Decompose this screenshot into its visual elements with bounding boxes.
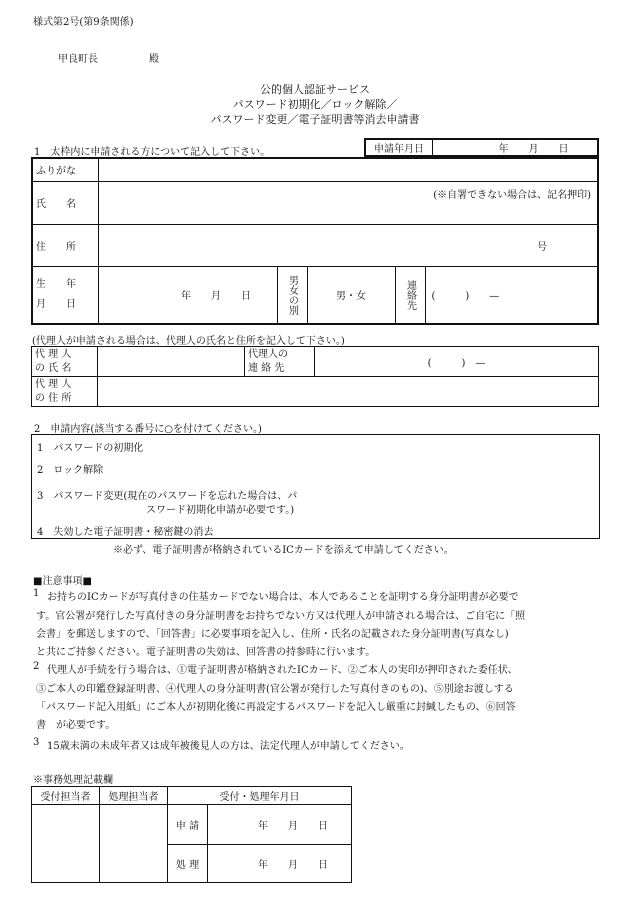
note-2-number: 2 xyxy=(33,661,40,672)
sex-label: 男女の別 xyxy=(286,274,298,315)
office-row-apply-label: 申 請 xyxy=(168,805,208,845)
request-item-3[interactable]: 3 パスワード変更(現在のパスワードを忘れた場合は、パ xyxy=(37,491,298,502)
agent-contact-label xyxy=(245,347,315,377)
note-1-line-3: 会書」を郵送しますので、「回答書」に必要事項を記入し、住所・氏名の記載された身分証明書(写真なし) xyxy=(36,629,509,640)
request-items-box xyxy=(31,434,600,539)
title-line-3: パスワード変更／電子証明書等消去申請書 xyxy=(210,113,420,126)
office-row-process-label: 処 理 xyxy=(168,845,208,883)
application-date-label: 申請年月日 xyxy=(365,139,433,156)
request-item-4[interactable]: 4 失効した電子証明書・秘密鍵の消去 xyxy=(37,527,214,538)
name-field[interactable] xyxy=(98,181,598,224)
sex-field[interactable]: 男・女 xyxy=(307,266,395,324)
section2-instruction: 2 申請内容(該当する番号に○を付けてください。) xyxy=(34,424,262,435)
note-1-line-1: お持ちのICカードが写真付きの住基カードでない場合は、本人であることを証明する身分証明書が必要で xyxy=(47,592,519,603)
office-receiver-field[interactable] xyxy=(32,805,100,883)
furigana-field[interactable] xyxy=(98,158,598,181)
agent-address-field[interactable] xyxy=(98,377,599,407)
agent-address-label-1: 代 理 人 xyxy=(35,378,72,390)
application-date-box xyxy=(364,138,599,157)
office-row-apply-date[interactable]: 年 月 日 xyxy=(208,805,352,845)
agent-name-label xyxy=(32,347,98,377)
addressee-name: 甲良町長 xyxy=(58,54,98,65)
notes-heading: ■注意事項■ xyxy=(33,576,92,587)
application-date-field[interactable]: 年 月 日 xyxy=(433,139,599,156)
agent-instruction: (代理人が申請される場合は、代理人の氏名と住所を記入して下さい。) xyxy=(32,336,345,347)
note-3-number: 3 xyxy=(33,737,40,748)
agent-name-field[interactable] xyxy=(98,347,245,377)
request-item-1[interactable]: 1 パスワードの初期化 xyxy=(37,443,144,454)
office-row-process-date[interactable]: 年 月 日 xyxy=(208,845,352,883)
sex-label-cell xyxy=(277,266,307,324)
agent-address-label xyxy=(32,377,98,407)
agent-contact-field[interactable]: ( ) — xyxy=(315,347,599,377)
request-item-2[interactable]: 2 ロック解除 xyxy=(37,465,104,476)
section1-instruction: 1 太枠内に申請される方について記入して下さい。 xyxy=(34,147,271,158)
note-1-line-2: す。官公署が発行した写真付きの身分証明書をお持ちでない方又は代理人が申請される場合は、ご自宅に「照 xyxy=(36,611,526,622)
office-table xyxy=(31,786,352,883)
address-field[interactable] xyxy=(98,224,598,266)
note-2-line-2: ③ご本人の印鑑登録証明書、④代理人の身分証明書(官公署が発行した写真付きのもの)、⑤別途お渡しする xyxy=(36,684,514,695)
birth-field[interactable]: 年 月 日 xyxy=(98,266,277,324)
note-2-line-4: 書 が必要です。 xyxy=(36,720,116,731)
birth-label-line-2: 月 日 xyxy=(36,298,76,310)
note-1-line-4: と共にご持参ください。電子証明書の失効は、回答書の持参時に行います。 xyxy=(36,647,376,658)
addressee-honorific: 殿 xyxy=(149,54,159,65)
furigana-label: ふりがな xyxy=(32,158,98,181)
address-suffix: 号 xyxy=(537,241,547,253)
birth-label-line-1: 生 年 xyxy=(36,278,76,290)
agent-contact-label-2: 連 絡 先 xyxy=(248,362,285,374)
ic-card-note: ※必ず、電子証明書が格納されているICカードを添えて申請してください。 xyxy=(113,545,454,556)
agent-table xyxy=(31,346,599,407)
office-col-date: 受付・処理年月日 xyxy=(168,787,352,805)
agent-contact-label-1: 代理人の xyxy=(248,348,288,360)
note-3-line: 15歳未満の未成年者又は成年被後見人の方は、法定代理人が申請してください。 xyxy=(47,741,410,752)
title-line-2: パスワード初期化／ロック解除／ xyxy=(232,98,398,111)
note-1-number: 1 xyxy=(33,588,40,599)
note-2-line-3: 「パスワード記入用紙」にご本人が初期化後に再設定するパスワードを記入し厳重に封緘したもの、⑥回答 xyxy=(36,702,516,713)
address-label: 住 所 xyxy=(32,224,98,266)
office-heading: ※事務処理記載欄 xyxy=(33,775,113,786)
agent-address-label-2: の 住 所 xyxy=(35,392,72,404)
agent-name-label-1: 代 理 人 xyxy=(35,348,72,360)
applicant-table xyxy=(31,157,599,325)
title-line-1: 公的個人認証サービス xyxy=(260,83,370,96)
request-item-3-cont: スワード初期化申請が必要です。) xyxy=(146,505,295,516)
agent-name-label-2: の 氏 名 xyxy=(35,362,72,374)
contact-label-cell xyxy=(395,266,425,324)
contact-field[interactable]: ( ) — xyxy=(425,266,598,324)
form-number: 様式第2号(第9条関係) xyxy=(33,17,134,28)
office-processor-field[interactable] xyxy=(100,805,168,883)
contact-label: 連絡先 xyxy=(404,279,416,310)
note-2-line-1: 代理人が手続を行う場合は、①電子証明書が格納されたICカード、②ご本人の実印が押印された委任状、 xyxy=(47,665,518,676)
name-label: 氏 名 xyxy=(32,181,98,224)
office-col-processor: 処理担当者 xyxy=(100,787,168,805)
office-col-receiver: 受付担当者 xyxy=(32,787,100,805)
name-note: (※自署できない場合は、記名押印) xyxy=(433,189,591,201)
birth-label xyxy=(32,266,98,324)
